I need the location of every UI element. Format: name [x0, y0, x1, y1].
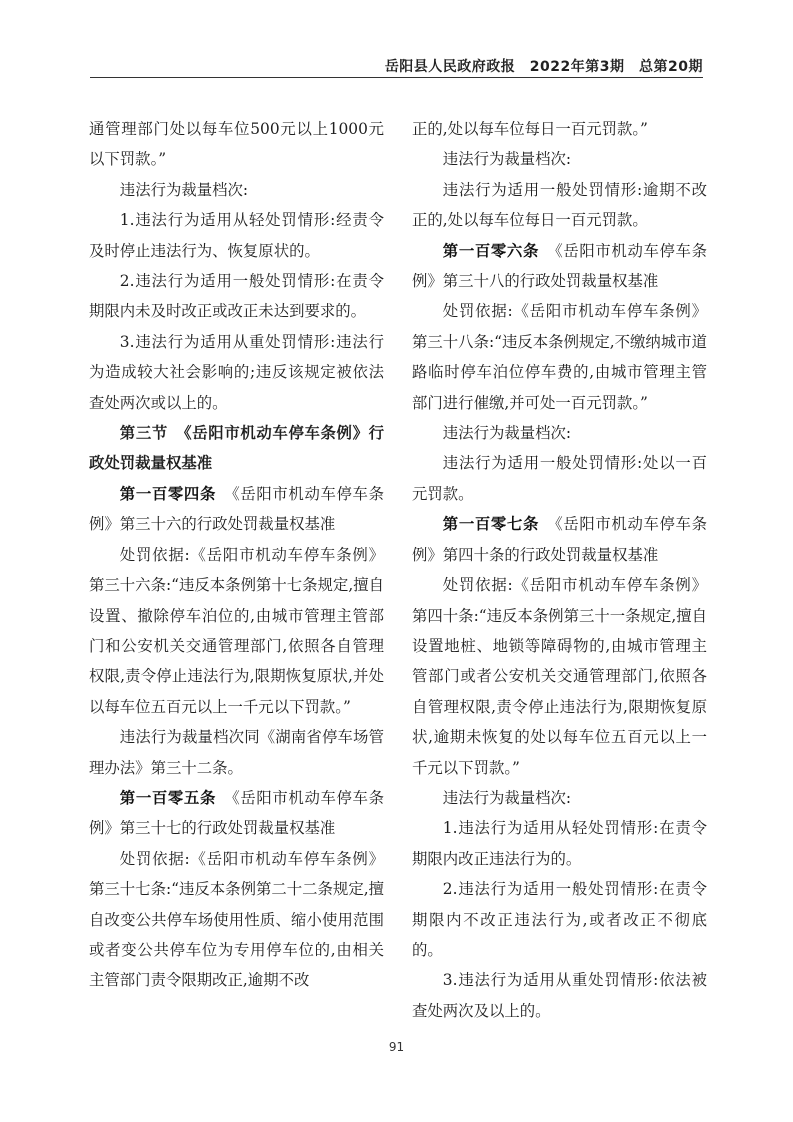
article-title: 第一百零六条	[442, 241, 539, 260]
article-105	[89, 783, 384, 844]
article-text: 《岳阳市机动车停车条例》第三十六的行政处罚裁量权基准	[89, 484, 384, 534]
header-rule	[90, 77, 703, 78]
paragraph: 2.违法行为适用一般处罚情形:在责令期限内未及时改正或改正未达到要求的。	[89, 272, 384, 321]
left-column	[89, 114, 384, 996]
article-title: 第一百零七条	[442, 515, 539, 534]
paragraph: 3.违法行为适用从重处罚情形:违法行为造成较大社会影响的;违反该规定被依法查处两次或以上的。	[89, 332, 384, 412]
paragraph: 违法行为适用一般处罚情形:逾期不改正的,处以每车位每日一百元罚款。	[412, 180, 707, 230]
paragraph: 违法行为裁量档次:	[119, 180, 249, 199]
paragraph: 违法行为裁量档次:	[442, 150, 572, 169]
article-text: 《岳阳市机动车停车条例》第三十七的行政处罚裁量权基准	[89, 788, 384, 838]
paragraph: 违法行为适用一般处罚情形:处以一百元罚款。	[412, 454, 707, 503]
paragraph: 违法行为裁量档次:	[442, 788, 572, 807]
article-text: 《岳阳市机动车停车条例》第三十八的行政处罚裁量权基准	[412, 241, 707, 291]
section-heading: 第三节 《岳阳市机动车停车条例》行政处罚裁量权基准	[89, 424, 384, 473]
article-107	[412, 509, 707, 570]
article-title: 第一百零四条	[119, 484, 216, 503]
paragraph: 1.违法行为适用从轻处罚情形:经责令及时停止违法行为、恢复原状的。	[89, 211, 384, 260]
paragraph: 违法行为裁量档次同《湖南省停车场管理办法》第三十二条。	[89, 728, 384, 777]
paragraph: 处罚依据:《岳阳市机动车停车条例》第三十六条:“违反本条例第十七条规定,擅自设置、撤除停车泊位的,由城市管理主管部门和公安机关交通管理部门,依照各自管理权限,责令停止违法行为,限期恢复原状,并处以每车位五百元以上一千元以下罚款。”	[89, 545, 384, 716]
paragraph: 违法行为裁量档次:	[442, 424, 572, 443]
running-header: 岳阳县人民政府政报 2022年第3期 总第20期	[384, 59, 703, 75]
right-column	[412, 114, 707, 1026]
paragraph: 处罚依据:《岳阳市机动车停车条例》第三十七条:“违反本条例第二十二条规定,擅自改变公共停车场使用性质、缩小使用范围或者变公共停车位为专用停车位的,由相关主管部门责令限期改正,逾期不改	[89, 849, 384, 990]
paragraph: 处罚依据:《岳阳市机动车停车条例》第三十八条:“违反本条例规定,不缴纳城市道路临时停车泊位停车费的,由城市管理主管部门进行催缴,并可处一百元罚款。”	[412, 302, 707, 412]
paragraph: 3.违法行为适用从重处罚情形:依法被查处两次及以上的。	[412, 971, 707, 1020]
article-104	[89, 479, 384, 540]
paragraph: 2.违法行为适用一般处罚情形:在责令期限内不改正违法行为,或者改正不彻底的。	[412, 880, 707, 959]
paragraph: 通管理部门处以每车位500元以上1000元以下罚款。”	[89, 120, 384, 169]
article-text: 《岳阳市机动车停车条例》第四十条的行政处罚裁量权基准	[412, 515, 707, 564]
paragraph: 1.违法行为适用从轻处罚情形:在责令期限内改正违法行为的。	[412, 819, 707, 868]
article-106	[412, 236, 707, 297]
paragraph: 正的,处以每车位每日一百元罚款。”	[412, 120, 648, 138]
article-title: 第一百零五条	[119, 788, 216, 807]
page-number: 91	[388, 1040, 405, 1054]
paragraph: 处罚依据:《岳阳市机动车停车条例》第四十条:“违反本条例第三十一条规定,擅自设置地桩、地锁等障碍物的,由城市管理主管部门或者公安机关交通管理部门,依照各自管理权限,责令停止违法行为,限期恢复原状,逾期未恢复的处以每车位五百元以上一千元以下罚款。”	[412, 576, 707, 777]
